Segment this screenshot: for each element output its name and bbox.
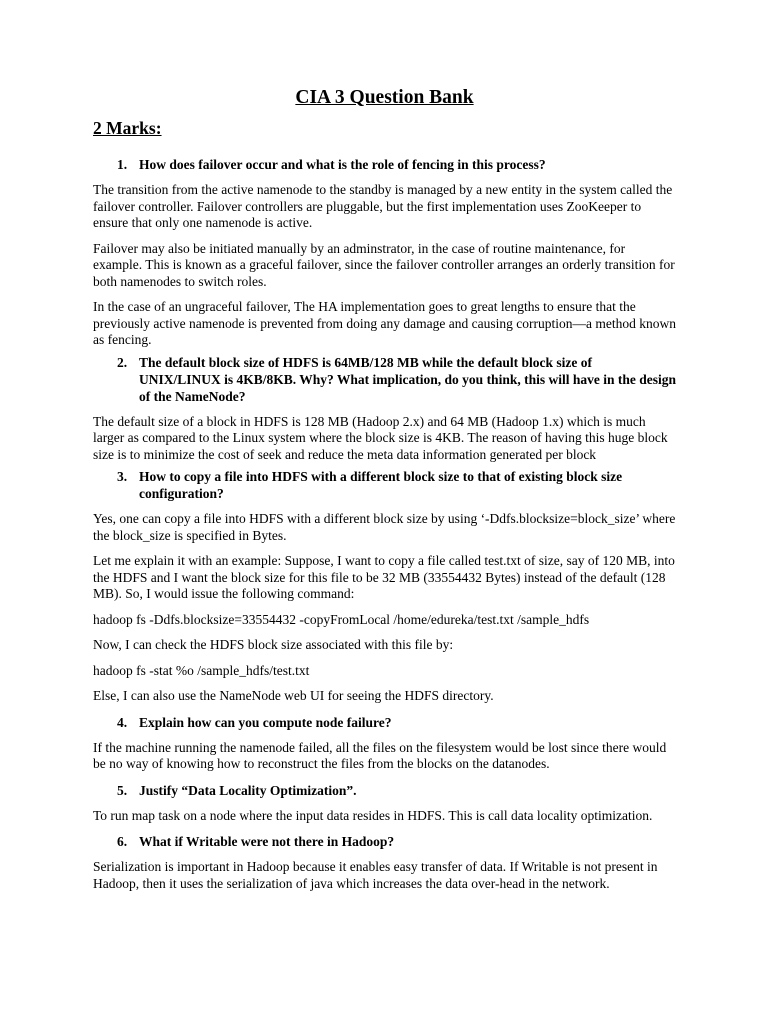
- question-text: What if Writable were not there in Hadoop?: [139, 834, 395, 850]
- answer-paragraph: If the machine running the namenode failed, all the files on the filesystem would be lost since there would be no way of knowing how to reconstruct the files from the blocks on the datanodes.: [93, 739, 667, 772]
- question-text: How to copy a file into HDFS with a different block size to that of existing block size configuration?: [139, 469, 623, 502]
- question-text: How does failover occur and what is the role of fencing in this process?: [139, 157, 546, 173]
- question-number: 1.: [117, 157, 128, 173]
- answer-paragraph: Serialization is important in Hadoop because it enables easy transfer of data. If Writable is not present in Hadoop, then it uses the serialization of java which increases the data over-head in the network.: [93, 859, 658, 891]
- answer-paragraph: The transition from the active namenode to the standby is managed by a new entity in the system called the failover controller. Failover controllers are pluggable, but the first implementation uses ZooKeeper to ensure that only one namenode is active.: [93, 182, 673, 231]
- answer-paragraph: To run map task on a node where the input data resides in HDFS. This is call data locality optimization.: [93, 807, 653, 823]
- answer-paragraph: Let me explain it with an example: Suppose, I want to copy a file called test.txt of size, say of 120 MB, into the HDFS and I want the block size for this file to be 32 MB (33554432 Bytes) instead of the default (128 MB). So, I would issue the following command:: [93, 553, 675, 602]
- question-5: [93, 782, 676, 799]
- command-line: hadoop fs -Ddfs.blocksize=33554432 -copyFromLocal /home/edureka/test.txt /sample_hdfs: [93, 611, 590, 627]
- answer-paragraph: Else, I can also use the NameNode web UI for seeing the HDFS directory.: [93, 688, 494, 704]
- command-line: hadoop fs -stat %o /sample_hdfs/test.txt: [93, 662, 310, 678]
- document-title: CIA 3 Question Bank: [295, 87, 474, 108]
- question-number: 6.: [117, 834, 128, 850]
- question-text: Explain how can you compute node failure?: [139, 714, 392, 730]
- question-text: Justify “Data Locality Optimization”.: [139, 782, 357, 798]
- question-1: [93, 156, 676, 173]
- question-2: [93, 354, 676, 405]
- answer-paragraph: Yes, one can copy a file into HDFS with a different block size by using ‘-Ddfs.blocksize=block_size’ where the block_size is specified in Bytes.: [93, 511, 676, 543]
- answer-paragraph: The default size of a block in HDFS is 128 MB (Hadoop 2.x) and 64 MB (Hadoop 1.x) which is much larger as compared to the Linux system where the block size is 4KB. The reason of having this huge block size is to minimize the cost of seek and reduce the meta data information generated per block: [93, 413, 668, 462]
- question-4: [93, 714, 676, 731]
- question-6: [93, 833, 676, 850]
- answer-paragraph: In the case of an ungraceful failover, The HA implementation goes to great lengths to ensure that the previously active namenode is prevented from doing any damage and causing corruption—a method known as fencing.: [93, 299, 676, 348]
- question-number: 5.: [117, 782, 128, 798]
- question-3: [93, 468, 676, 502]
- question-number: 4.: [117, 714, 128, 730]
- question-number: 2.: [117, 354, 128, 370]
- answer-paragraph: Now, I can check the HDFS block size associated with this file by:: [93, 637, 454, 653]
- section-heading: 2 Marks:: [93, 118, 162, 139]
- question-number: 3.: [117, 469, 128, 485]
- question-text: The default block size of HDFS is 64MB/128 MB while the default block size of UNIX/LINUX is 4KB/8KB. Why? What implication, do you think, this will have in the design of the NameNode?: [139, 354, 676, 404]
- answer-paragraph: Failover may also be initiated manually by an adminstrator, in the case of routine maintenance, for example. This is known as a graceful failover, since the failover controller arranges an orderly transition for both namenodes to switch roles.: [93, 240, 675, 289]
